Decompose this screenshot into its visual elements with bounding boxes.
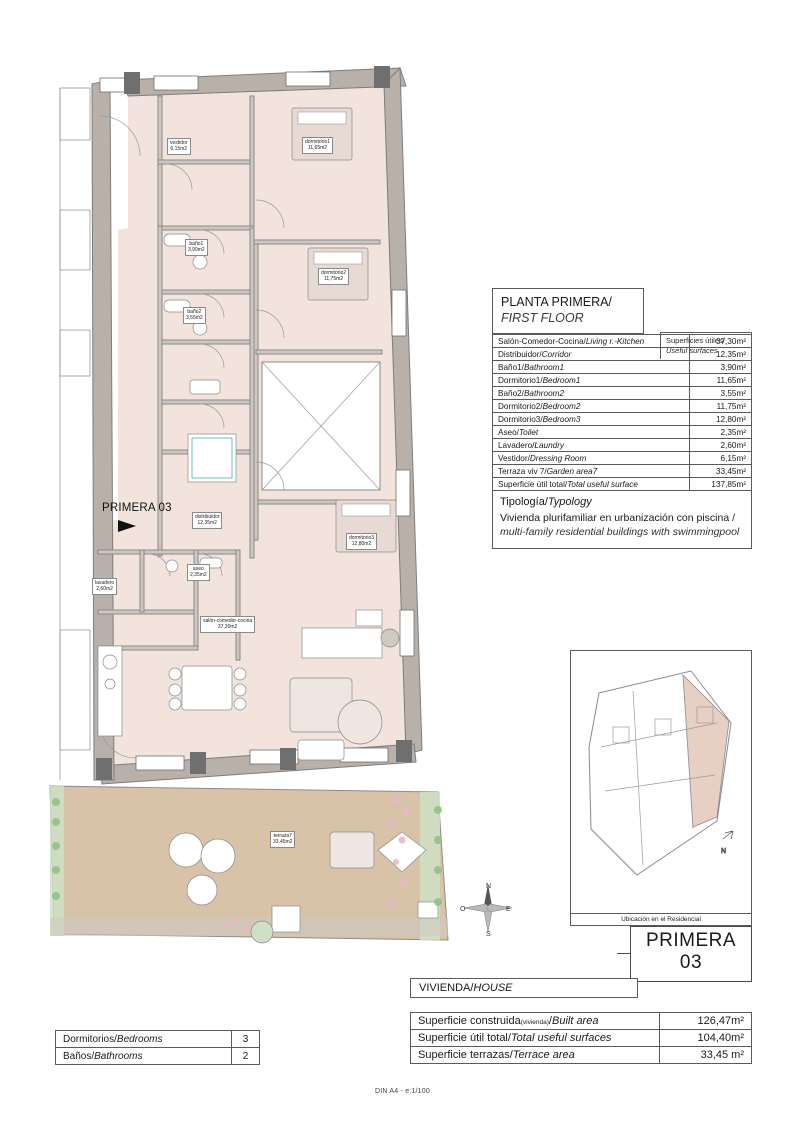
surface-value: 33,45m² (690, 465, 752, 478)
surface-label-es: Dormitorio3/ (498, 414, 543, 424)
typology-title-en: Typology (547, 496, 592, 509)
total-label-en: Built area (551, 1015, 599, 1027)
unit-tag (630, 926, 752, 982)
room-label-lavadero: lavadero 2,60m2 (92, 578, 117, 595)
count-label-es: Dormitorios/ (63, 1033, 117, 1045)
surface-value: 37,30m² (690, 335, 752, 348)
floor-title-box (492, 288, 644, 334)
surface-label-en: Toilet (518, 427, 539, 437)
surface-label-en: Bathroom1 (523, 362, 565, 372)
table-row (493, 400, 752, 413)
surface-label-en: Bedroom2 (542, 401, 581, 411)
table-row (493, 426, 752, 439)
table-row (411, 1047, 752, 1064)
table-row (56, 1048, 260, 1065)
table-row (493, 465, 752, 478)
surface-value: 3,55m² (690, 387, 752, 400)
surface-label-es: Aseo/ (498, 427, 519, 437)
total-value: 126,47m² (660, 1013, 752, 1030)
table-row (411, 1013, 752, 1030)
surface-label-en: Corridor (541, 349, 572, 359)
surface-value: 11,65m² (690, 374, 752, 387)
count-value: 2 (232, 1048, 260, 1065)
svg-text:O: O (460, 906, 466, 913)
svg-text:N: N (721, 848, 727, 855)
surface-value-total: 137,85m² (690, 478, 752, 491)
floor-title-en: FIRST FLOOR (501, 310, 584, 325)
surface-label-en: Dressing Room (529, 453, 587, 463)
total-label-sep: / (507, 1032, 511, 1044)
house-header-en: HOUSE (473, 982, 513, 994)
total-label-sub: (vivienda) (520, 1019, 549, 1026)
unit-tag-line2: 03 (679, 952, 703, 973)
unit-tag-line1: PRIMERA (645, 930, 737, 951)
plan-callout-arrow (118, 520, 136, 532)
surface-label-es: Baño2/ (498, 388, 524, 398)
surface-value: 3,90m² (690, 361, 752, 374)
useful-surfaces-header-es: Superficies útiles/ (666, 336, 725, 345)
surface-label-en: Bedroom1 (542, 375, 581, 385)
surface-value: 12,80m² (690, 413, 752, 426)
typology-desc-es: Vivienda plurifamiliar en urbanización con piscina / (500, 512, 736, 525)
surface-value: 2,35m² (690, 426, 752, 439)
surface-label-en: Laundry (534, 440, 565, 450)
house-header-es: VIVIENDA/ (419, 982, 474, 994)
room-label-bano1: baño1 3,90m2 (185, 239, 208, 256)
total-label-es: Superficie construida (418, 1015, 521, 1027)
typology-desc-en: multi-family residential buildings with swimmingpool (500, 526, 740, 539)
table-row-total (493, 478, 752, 491)
typology-box (492, 491, 752, 548)
svg-text:S: S (486, 931, 491, 936)
unit-tag-tick (617, 953, 631, 954)
table-row (56, 1031, 260, 1048)
table-row (493, 387, 752, 400)
floor-plan (40, 50, 511, 960)
total-label-sep: / (509, 1049, 513, 1061)
table-row (411, 1030, 752, 1047)
surface-label-es: Baño1/ (498, 362, 524, 372)
key-plan (570, 650, 752, 926)
count-label-es: Baños/ (63, 1050, 95, 1062)
room-label-dormitorio2: dormitorio2 11,75m2 (318, 268, 349, 285)
totals-table (410, 1012, 752, 1064)
svg-text:N: N (486, 883, 492, 890)
surface-label-es: Distribuidor/ (498, 349, 542, 359)
surface-label-es: Vestidor/ (498, 453, 530, 463)
compass-rose (460, 880, 516, 936)
plan-callout-label: PRIMERA 03 (102, 502, 172, 514)
sheet-footer: DIN A4 - e:1/100 (375, 1088, 430, 1095)
terrace-area (50, 786, 448, 940)
useful-surfaces-header-en: Useful surfaces (666, 345, 718, 355)
count-label-en: Bedrooms (116, 1033, 163, 1045)
table-row (493, 452, 752, 465)
surface-value: 6,15m² (690, 452, 752, 465)
room-label-salon-comedor-cocina: salón-comedor-cocina 37,30m2 (200, 616, 255, 633)
total-value: 104,40m² (660, 1030, 752, 1047)
surface-label-es: Terraza viv 7/ (498, 466, 547, 476)
surface-label-en: Total useful surface (567, 479, 638, 489)
room-label-dormitorio3: dormitorio3 12,80m2 (346, 533, 377, 550)
count-label-en: Bathrooms (94, 1050, 143, 1062)
room-label-terraza: terraza7 33,45m2 (270, 831, 295, 848)
useful-surfaces-header (660, 332, 752, 359)
table-row (493, 361, 752, 374)
surface-label-en: Bathroom2 (523, 388, 565, 398)
total-label-en: Total useful surfaces (510, 1032, 612, 1044)
total-value: 33,45 m² (660, 1047, 752, 1064)
svg-text:E: E (506, 906, 511, 913)
table-row (493, 439, 752, 452)
surface-label-es: Dormitorio2/ (498, 401, 543, 411)
surface-value: 2,60m² (690, 439, 752, 452)
surface-label-es: Dormitorio1/ (498, 375, 543, 385)
counts-table (55, 1030, 260, 1065)
table-row (493, 374, 752, 387)
table-row (493, 413, 752, 426)
surface-label-en: Garden area7 (546, 466, 598, 476)
house-header (410, 978, 638, 998)
surface-label-en: Bedroom3 (542, 414, 581, 424)
room-label-vestidor: vestidor 6,15m2 (167, 138, 191, 155)
room-label-distribuidor: distribuidor 12,35m2 (192, 512, 222, 529)
room-label-bano2: baño2 3,55m2 (183, 307, 206, 324)
surface-label-es: Superficie útil total/ (498, 479, 568, 489)
room-label-aseo: aseo 2,35m2 (187, 564, 210, 581)
total-label-es: Superficie terrazas (418, 1049, 510, 1061)
surface-label-es: Salón-Comedor-Cocina/ (498, 336, 586, 346)
floor-title-es: PLANTA PRIMERA/ (501, 295, 612, 309)
info-panel (492, 288, 752, 549)
total-label-en: Terrace area (512, 1049, 575, 1061)
typology-title-es: Tipología/ (500, 496, 548, 509)
surface-value: 12,35m² (690, 348, 752, 361)
total-label-es: Superficie útil total (418, 1032, 508, 1044)
total-label-sep: / (548, 1015, 552, 1027)
room-label-dormitorio1: dormitorio1 11,65m2 (302, 137, 333, 154)
surface-label-es: Lavadero/ (498, 440, 535, 450)
surface-label-en: Living r.-Kitchen (585, 336, 645, 346)
key-plan-caption: Ubicación en el Residencial (571, 913, 751, 925)
count-value: 3 (232, 1031, 260, 1048)
stair-void (262, 362, 380, 490)
surface-value: 11,75m² (690, 400, 752, 413)
